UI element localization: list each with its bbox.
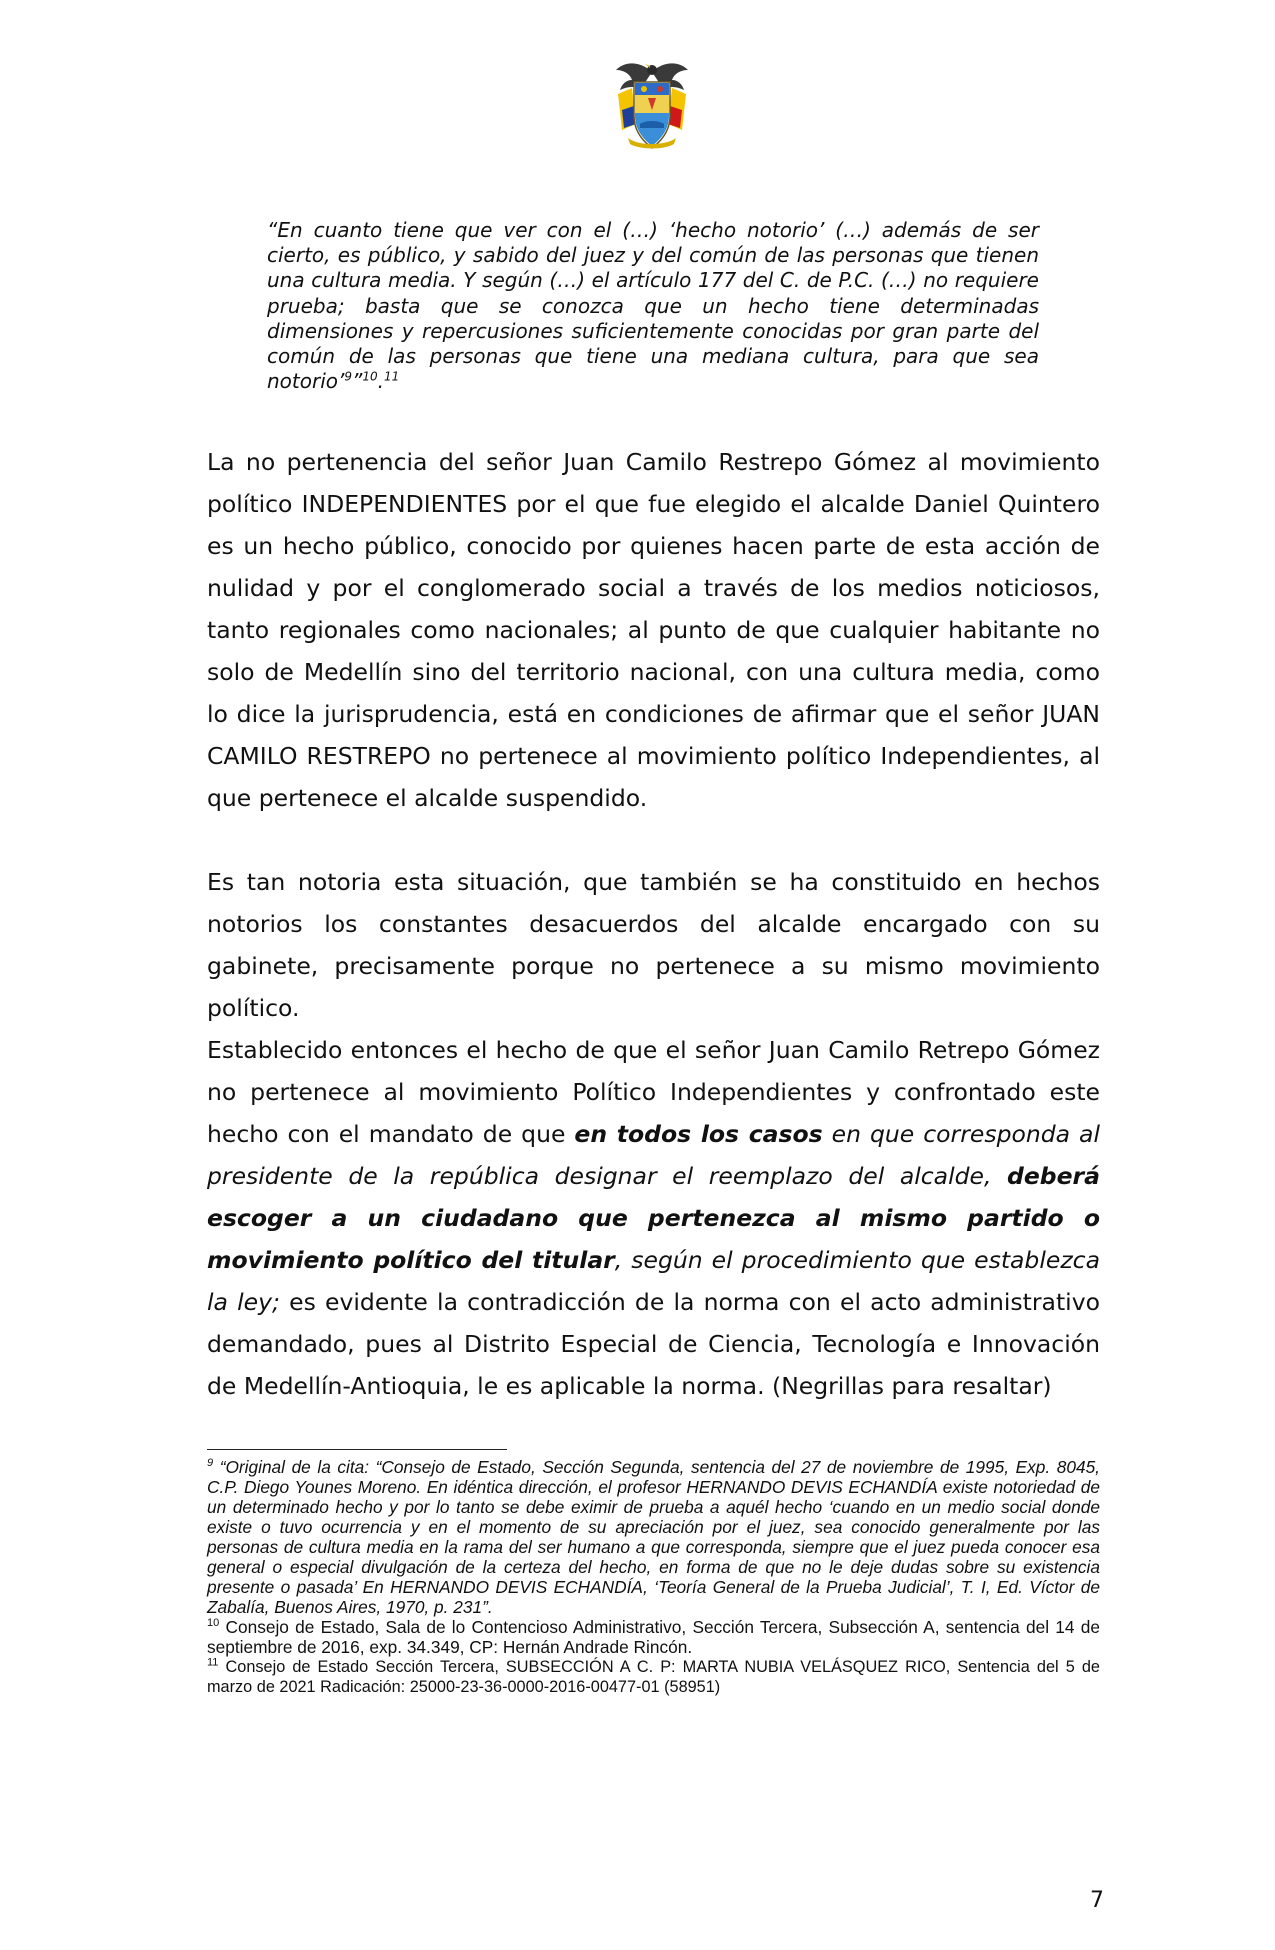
para3-italic-2: , según el procedimiento que establezca la ley; [207, 1246, 1100, 1316]
para3-emphasis-1: en todos los casos [574, 1120, 823, 1148]
quote-period: . [377, 369, 385, 394]
para3-emphasis-2: deberá escoger a un ciudadano que pertenezca al mismo partido o movimiento político del titular [207, 1162, 1100, 1274]
footnote-number: 11 [207, 1656, 219, 1669]
footnotes [207, 1457, 1100, 1697]
footnote-number: 10 [207, 1617, 220, 1630]
para3-italic-1: en que corresponda al presidente de la república designar el reemplazo del alcalde, [207, 1120, 1100, 1190]
footnote-9 [207, 1457, 1100, 1617]
footnote-divider [207, 1449, 507, 1450]
footnote-text: Consejo de Estado Sección Tercera, SUBSECCIÓN A C. P: MARTA NUBIA VELÁSQUEZ RICO, Sentencia del 5 de marzo de 2021 Radicación: 25000-23-36-0000-2016-00477-01 (58951) [207, 1658, 1100, 1696]
body-paragraph-1: La no pertenencia del señor Juan Camilo Restrepo Gómez al movimiento político INDEPENDIENTES por el que fue elegido el alcalde Daniel Quintero es un hecho público, conocido por quienes hacen parte de esta acción de nulidad y por el conglomerado social a través de los medios noticiosos, tanto regionales como nacionales; al punto de que cualquier habitante no solo de Medellín sino del territorio nacional, con una cultura media, como lo dice la jurisprudencia, está en condiciones de afirmar que el señor JUAN CAMILO RESTREPO no pertenece al movimiento político Independientes, al que pertenece el alcalde suspendido. [207, 448, 1100, 812]
para3-text-1: Establecido entonces el hecho de que el señor Juan Camilo Retrepo Gómez no pertenece al movimiento Político Independientes y confrontado este hecho con el mandato de que [207, 1036, 1100, 1148]
body-paragraph-3 [207, 1029, 1100, 1407]
page-number: 7 [1090, 1888, 1104, 1913]
footnote-10 [207, 1617, 1100, 1657]
footnote-ref-10[interactable]: 10 [362, 369, 378, 384]
quote-text: “En cuanto tiene que ver con el (…) ‘hecho notorio’ (…) además de ser cierto, es público, y sabido del juez y del común de las personas que tienen una cultura media. Y según (…) el artículo 177 del C. de P.C. (…) no requiere prueba; basta que se conozca que un hecho tiene determinadas dimensiones y repercusiones suficientemente conocidas por gran parte del común de las personas que tiene una mediana cultura, para que sea notorio’ [267, 218, 1039, 394]
footnote-text: “Original de la cita: “Consejo de Estado, Sección Segunda, sentencia del 27 de noviembre de 1995, Exp. 8045, C.P. Diego Younes Moreno. En idéntica dirección, el profesor HERNANDO DEVIS ECHANDÍA existe notoriedad de un determinado hecho y por lo tanto se debe eximir de prueba a aquél hecho ‘cuando en un medio social donde existe o tuvo ocurrencia y en el momento de su apreciación por el juez, sea conocido generalmente por las personas de cultura media en la rama del ser humano a que corresponda, siempre que el juez pueda conocer esa general o especial divulgación de la certeza del hecho, en forma de que no le deje dudas sobre su existencia presente o pasada’ En HERNANDO DEVIS ECHANDÍA, ‘Teoría General de la Prueba Judicial’, T. I, Ed. Víctor de Zabalía, Buenos Aires, 1970, p. 231”. [207, 1457, 1100, 1617]
colombia-coat-of-arms-icon [614, 58, 690, 152]
footnote-ref-11[interactable]: 11 [384, 369, 400, 384]
footnote-11 [207, 1657, 1100, 1697]
quote-close-mark: ” [352, 369, 363, 394]
footnote-ref-9[interactable]: 9 [344, 369, 353, 384]
body-paragraph-2: Es tan notoria esta situación, que también se ha constituido en hechos notorios los constantes desacuerdos del alcalde encargado con su gabinete, precisamente porque no pertenece a su mismo movimiento político. [207, 868, 1100, 1022]
footnote-text: Consejo de Estado, Sala de lo Contencioso Administrativo, Sección Tercera, Subsección A, sentencia del 14 de septiembre de 2016, exp. 34.349, CP: Hernán Andrade Rincón. [207, 1617, 1100, 1657]
block-quote [267, 218, 1039, 394]
para3-text-2: es evidente la contradicción de la norma con el acto administrativo demandado, pues al Distrito Especial de Ciencia, Tecnología e Innovación de Medellín-Antioquia, le es aplicable la norma. (Negrillas para resaltar) [207, 1288, 1100, 1400]
footnote-number: 9 [207, 1457, 214, 1470]
